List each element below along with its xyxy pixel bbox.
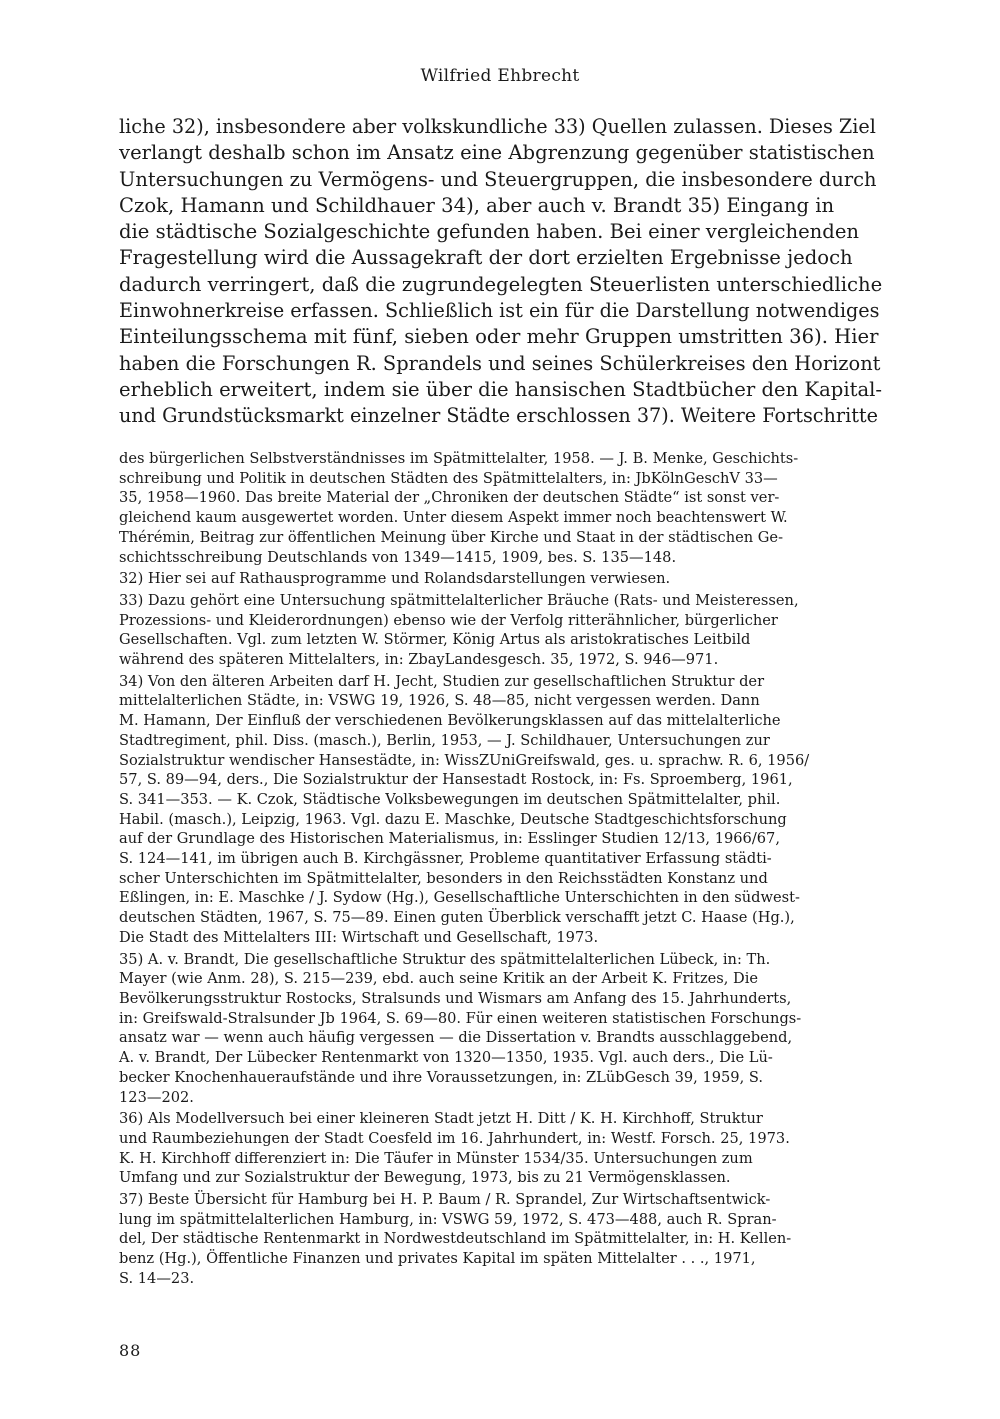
footnote-34 (119, 672, 883, 948)
footnote-line: 123—202. (119, 1088, 194, 1106)
text-line: erheblich erweitert, indem sie über die hansischen Stadtbücher den Kapital- (119, 377, 883, 401)
footnote-line: A. v. Brandt, Der Lübecker Rentenmarkt von 1320—1350, 1935. Vgl. auch ders., Die Lü- (119, 1049, 773, 1067)
footnote-line: K. H. Kirchhoff differenziert in: Die Täufer in Münster 1534/35. Untersuchungen zum (119, 1149, 753, 1167)
footnote-line: 35, 1958—1960. Das breite Material der „Chroniken der deutschen Städte“ ist sonst ver- (119, 489, 780, 507)
footnote-line: del, Der städtische Rentenmarkt in Nordwestdeutschland im Spätmittelalter, in: H. Kellen- (119, 1230, 792, 1248)
footnote-line: 37) Beste Übersicht für Hamburg bei H. P. Baum / R. Sprandel, Zur Wirtschaftsentwick- (119, 1191, 771, 1209)
footnote-line: Gesellschaften. Vgl. zum letzten W. Störmer, König Artus als aristokratisches Leitbild (119, 631, 751, 649)
footnote-line: 32) Hier sei auf Rathausprogramme und Rolandsdarstellungen verwiesen. (119, 570, 671, 588)
text-line: Untersuchungen zu Vermögens- und Steuergruppen, die insbesondere durch (119, 167, 877, 191)
footnote-line: 33) Dazu gehört eine Untersuchung spätmittelalterlicher Bräuche (Rats- und Meisteressen, (119, 591, 799, 609)
footnote-line: Habil. (masch.), Leipzig, 1963. Vgl. dazu E. Maschke, Deutsche Stadtgeschichtsforschung (119, 810, 787, 828)
footnote-line: Prozessions- und Kleiderordnungen) ebenso wie der Verfolg ritterähnlicher, bürgerlicher (119, 611, 778, 629)
text-line: und Grundstücksmarkt einzelner Städte erschlossen 37). Weitere Fortschritte (119, 404, 878, 428)
footnote-line: Umfang und zur Sozialstruktur der Bewegung, 1973, bis zu 21 Vermögensklassen. (119, 1169, 731, 1187)
footnote-line: lung im spätmittelalterlichen Hamburg, in: VSWG 59, 1972, S. 473—488, auch R. Spran- (119, 1210, 777, 1228)
footnote-37 (119, 1190, 883, 1289)
footnote-line: gleichend kaum ausgewertet worden. Unter diesem Aspekt immer noch beachtenswert W. (119, 509, 788, 527)
footnote-line: Die Stadt des Mittelalters III: Wirtschaft und Gesellschaft, 1973. (119, 928, 599, 946)
footnote-line: 35) A. v. Brandt, Die gesellschaftliche Struktur des spätmittelalterlichen Lübeck, in: Th. (119, 950, 771, 968)
text-line: liche 32), insbesondere aber volkskundliche 33) Quellen zulassen. Dieses Ziel (119, 115, 876, 138)
footnote-line: S. 341—353. — K. Czok, Städtische Volksbewegungen im deutschen Spätmittelalter, phil. (119, 790, 781, 808)
footnote-line: ansatz war — wenn auch häufig vergessen — die Dissertation v. Brandts ausschlaggebend, (119, 1029, 793, 1047)
footnotes (119, 449, 883, 1289)
footnote-line: 57, S. 89—94, ders., Die Sozialstruktur der Hansestadt Rostock, in: Fs. Sproemberg, 1961, (119, 771, 793, 789)
footnote-line: in: Greifswald-Stralsunder Jb 1964, S. 69—80. Für einen weiteren statistischen Forschungs- (119, 1009, 802, 1027)
footnote-line: während des späteren Mittelalters, in: ZbayLandesgesch. 35, 1972, S. 946—971. (119, 651, 719, 669)
footnote-line: S. 14—23. (119, 1269, 195, 1287)
text-line: dadurch verringert, daß die zugrundegelegten Steuerlisten unterschiedliche (119, 272, 883, 296)
footnote-line: Mayer (wie Anm. 28), S. 215—239, ebd. auch seine Kritik an der Arbeit K. Fritzes, Die (119, 970, 759, 988)
footnote-line: Thérémin, Beitrag zur öffentlichen Meinung über Kirche und Staat in der städtischen Ge- (119, 528, 784, 546)
text-line: Einwohnerkreise erfassen. Schließlich ist ein für die Darstellung notwendiges (119, 299, 880, 323)
footnote-line: scher Unterschichten im Spätmittelalter, besonders in den Reichsstädten Konstanz und (119, 869, 768, 887)
text-line: verlangt deshalb schon im Ansatz eine Abgrenzung gegenüber statistischen (119, 141, 875, 165)
footnote-line: 34) Von den älteren Arbeiten darf H. Jecht, Studien zur gesellschaftlichen Struktur der (119, 672, 765, 690)
footnote-line: M. Hamann, Der Einfluß der verschiedenen Bevölkerungsklassen auf das mittelalterliche (119, 712, 781, 730)
footnote-line: Sozialstruktur wendischer Hansestädte, in: WissZUniGreifswald, ges. u. sprachw. R. 6, 1956/ (119, 751, 810, 769)
footnote-33 (119, 591, 883, 670)
footnote-line: schreibung und Politik in deutschen Städten des Spätmittelalters, in: JbKölnGeschV 33— (119, 469, 778, 487)
footnote-continued (119, 449, 883, 567)
footnote-line: becker Knochenhaueraufstände und ihre Voraussetzungen, in: ZLübGesch 39, 1959, S. (119, 1068, 763, 1086)
footnote-line: Eßlingen, in: E. Maschke / J. Sydow (Hg.), Gesellschaftliche Unterschichten in den südwest- (119, 889, 800, 907)
main-text (119, 114, 883, 430)
text-line: Fragestellung wird die Aussagekraft der dort erzielten Ergebnisse jedoch (119, 246, 853, 270)
footnote-line: schichtsschreibung Deutschlands von 1349—1415, 1909, bes. S. 135—148. (119, 548, 677, 566)
footnote-32 (119, 569, 883, 589)
footnote-line: des bürgerlichen Selbstverständnisses im Spätmittelalter, 1958. — J. B. Menke, Geschichts- (119, 450, 799, 467)
footnote-36 (119, 1109, 883, 1188)
text-line: die städtische Sozialgeschichte gefunden haben. Bei einer vergleichenden (119, 220, 860, 244)
footnote-line: S. 124—141, im übrigen auch B. Kirchgässner, Probleme quantitativer Erfassung städti- (119, 850, 772, 868)
footnote-line: deutschen Städten, 1967, S. 75—89. Einen guten Überblick verschafft jetzt C. Haase (Hg.), (119, 909, 795, 927)
running-head: Wilfried Ehbrecht (420, 66, 580, 86)
footnote-35 (119, 950, 883, 1108)
text-line: Einteilungsschema mit fünf, sieben oder mehr Gruppen umstritten 36). Hier (119, 325, 879, 349)
footnote-line: 36) Als Modellversuch bei einer kleineren Stadt jetzt H. Ditt / K. H. Kirchhoff, Struktur (119, 1110, 763, 1128)
text-line: haben die Forschungen R. Sprandels und seines Schülerkreises den Horizont (119, 351, 881, 375)
footnote-line: Bevölkerungsstruktur Rostocks, Stralsunds und Wismars am Anfang des 15. Jahrhunderts, (119, 989, 792, 1007)
footnote-line: mittelalterlichen Städte, in: VSWG 19, 1926, S. 48—85, nicht vergessen werden. Dann (119, 692, 760, 710)
footnote-line: auf der Grundlage des Historischen Materialismus, in: Esslinger Studien 12/13, 1966/67, (119, 830, 780, 848)
text-line: Czok, Hamann und Schildhauer 34), aber auch v. Brandt 35) Eingang in (119, 193, 835, 217)
footnote-line: und Raumbeziehungen der Stadt Coesfeld im 16. Jahrhundert, in: Westf. Forsch. 25, 1973. (119, 1129, 790, 1147)
footnote-line: Stadtregiment, phil. Diss. (masch.), Berlin, 1953, — J. Schildhauer, Untersuchungen zur (119, 731, 770, 749)
page-number: 88 (119, 1341, 142, 1360)
footnote-line: benz (Hg.), Öffentliche Finanzen und privates Kapital im späten Mittelalter . . ., 1971, (119, 1250, 756, 1268)
